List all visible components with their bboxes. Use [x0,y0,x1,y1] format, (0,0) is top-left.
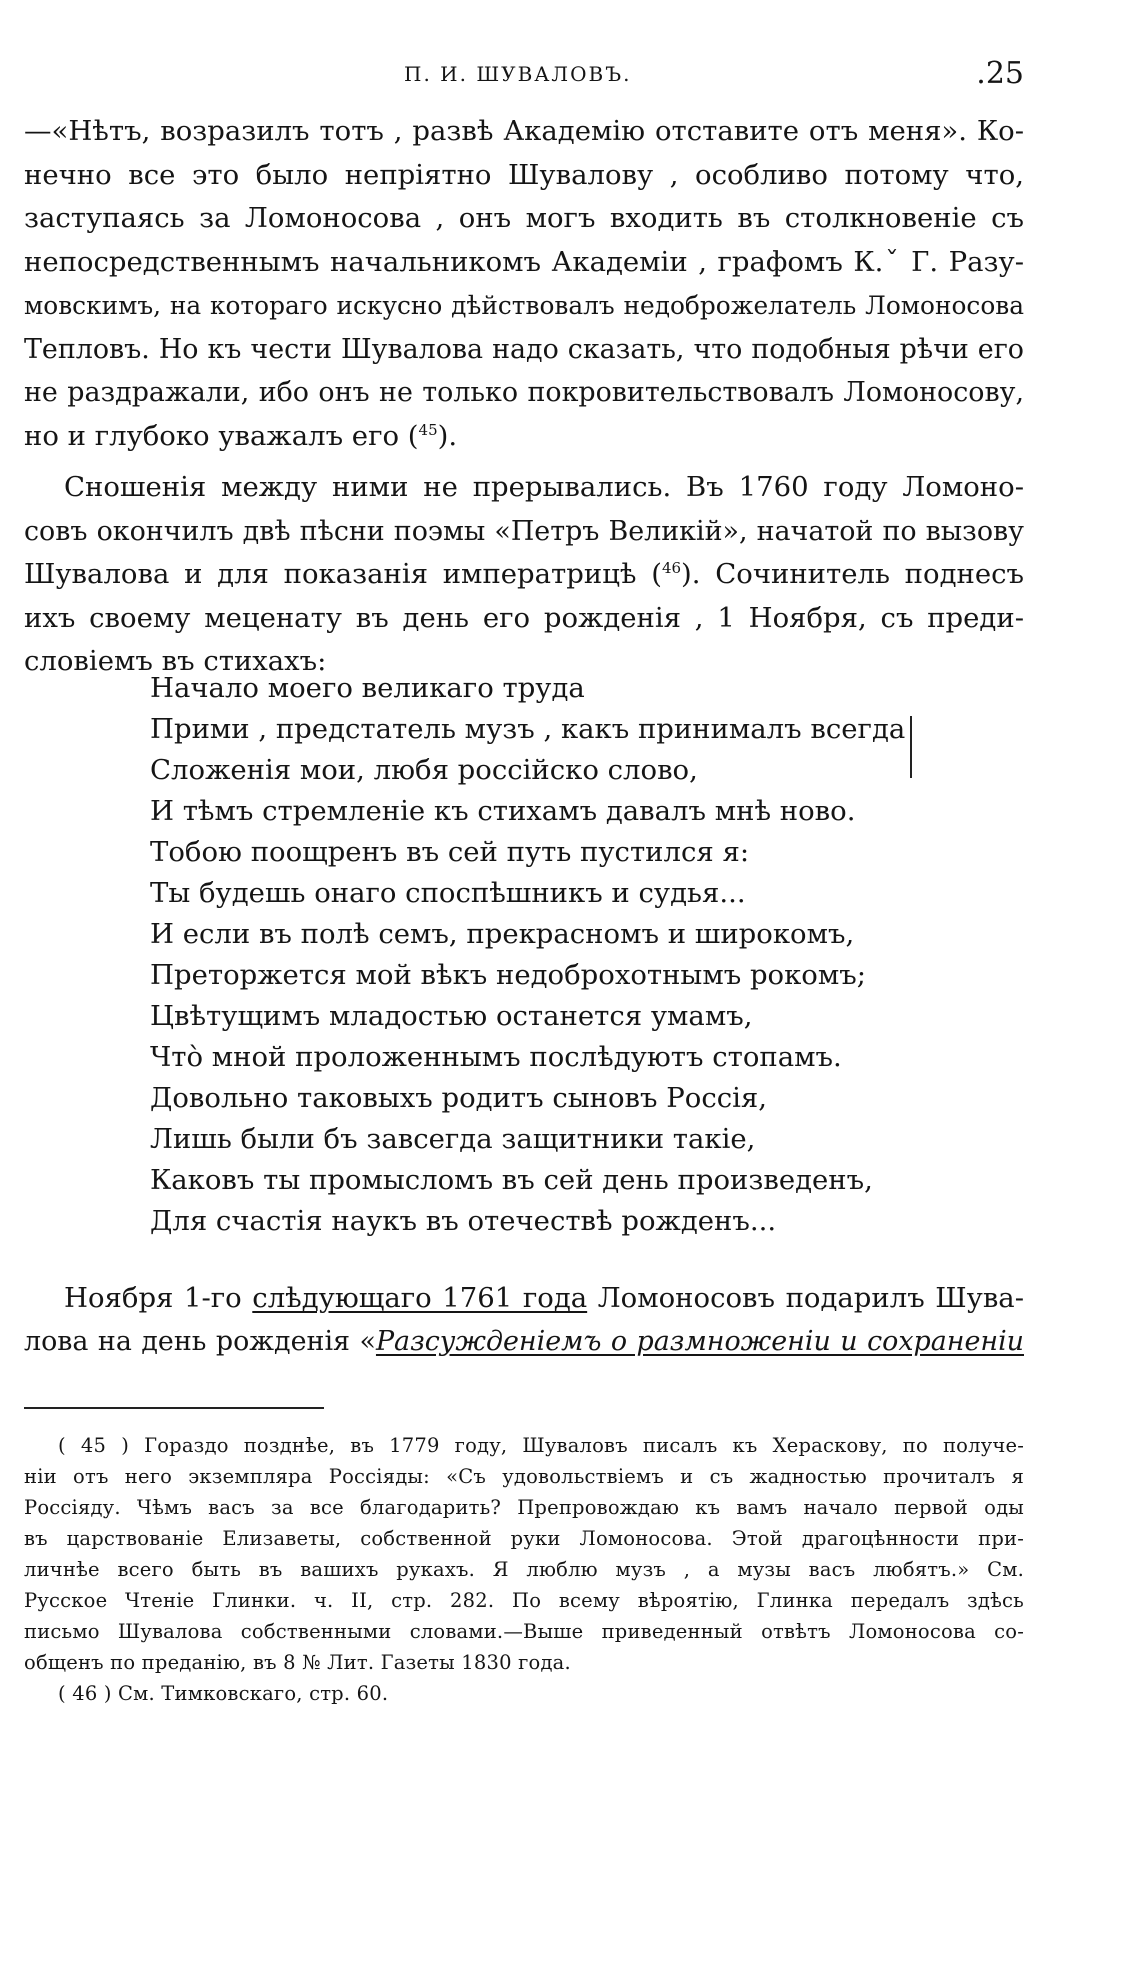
footnote-divider [24,1407,324,1409]
footnote-line: ( 45 ) Гораздо позднѣе, въ 1779 году, Шуваловъ писалъ къ Хераскову, по получе- [58,1434,1024,1457]
poem-line: Начало моего великаго труда [150,672,585,704]
footnote-line: Русское Чтеніе Глинки. ч. II, стр. 282. По всему вѣроятію, Глинка передалъ здѣсь [24,1589,1024,1612]
text-line: совъ окончилъ двѣ пѣсни поэмы «Петръ Великій», начатой по вызову [24,515,1024,547]
footnote-ref-45[interactable]: 45 [418,420,438,439]
footnote-ref-46[interactable]: 46 [661,558,682,577]
text-fragment: ). Сочинитель поднесъ [681,558,1024,590]
poem-line: Лишь были бъ завсегда защитники такіе, [150,1123,756,1155]
text-fragment: Ноября 1-го [64,1282,242,1314]
text-line: Тепловъ. Но къ чести Шувалова надо сказать, что подобныя рѣчи его [24,333,1024,365]
poem-line: Довольно таковыхъ родитъ сыновъ Россія, [150,1082,768,1114]
text-line: Сношенія между ними не прерывались. Въ 1760 году Ломоно- [64,471,1024,503]
poem-line: Каковъ ты промысломъ въ сей день произведенъ, [150,1164,873,1196]
text-line [24,553,1024,597]
text-fragment: ихъ [24,601,76,634]
poem-line: Для счастія наукъ въ отечествѣ рожденъ... [150,1205,777,1237]
main-text [24,110,1024,684]
text-line: —«Нѣтъ, возразилъ тотъ , развѣ Академію отставите отъ меня». Ко- [24,115,1024,147]
page-number: .25 [976,56,1024,91]
poem-line: Ты будешь онаго споспѣшникъ и судья... [150,877,746,909]
text-line [24,415,1024,459]
text-line: словіемъ въ стихахъ: [24,645,327,677]
text-fragment: своему меценату въ день его рожденія , 1 Ноября, съ преди- [89,601,1024,634]
running-title: П. И. ШУВАЛОВЪ. [404,62,632,86]
text-line [24,1320,1024,1364]
poem-line: Преторжется мой вѣкъ недоброхотнымъ рокомъ; [150,959,867,991]
text-line: не раздражали, ибо онъ не только покровительствовалъ Ломоносову, [24,377,1024,408]
pencil-bracket-mark [904,716,912,778]
footnote-line: ніи отъ него экземпляра Россіяды: «Съ удовольствіемъ и съ жадностью прочиталъ я [24,1465,1024,1488]
footnote-line: личнѣе всего быть въ вашихъ рукахъ. Я люблю музъ , а музы васъ любятъ.» См. [24,1558,1024,1581]
footnote-line: Россіяду. Чѣмъ васъ за все благодарить? Препровождаю къ вамъ начало первой оды [24,1496,1024,1519]
italic-title: Разсужденіемъ о размноженіи и сохраненіи [375,1326,1024,1357]
text-fragment: но и глубоко уважалъ его ( [24,419,419,452]
poem-line: И если въ полѣ семъ, прекрасномъ и широкомъ, [150,918,855,950]
page-header [24,56,1024,92]
text-line [24,597,1024,641]
text-line [24,1276,1024,1320]
text-line: непосредственнымъ начальникомъ Академіи , графомъ К.ˇ Г. Разу- [24,245,1024,278]
text-line: мовскимъ, на котораго искусно дѣйствовалъ недоброжелатель Ломоносова [24,291,1024,320]
poem-line: Прими , предстатель музъ , какъ принималъ всегда [150,713,906,745]
underlined-text: слѣдующаго 1761 года [252,1282,588,1314]
poem-line: Тобою поощренъ въ сей путь пустился я: [150,836,750,868]
footnote-line: въ царствованіе Елизаветы, собственной руки Ломоносова. Этой драгоцѣнности при- [24,1527,1024,1550]
poem [150,668,910,1242]
footnote-line: общенъ по преданію, въ 8 № Лит. Газеты 1830 года. [24,1651,571,1674]
text-fragment: лова на день рожденія « [24,1326,376,1357]
poem-line: Цвѣтущимъ младостью останется умамъ, [150,1000,753,1032]
footnotes [24,1430,1024,1709]
footnote-line: ( 46 ) См. Тимковскаго, стр. 60. [58,1682,389,1705]
footnote-line: письмо Шувалова собственными словами.—Выше приведенный отвѣтъ Ломоносова со- [24,1620,1024,1643]
poem-line: И тѣмъ стремленіе къ стихамъ давалъ мнѣ ново. [150,795,856,827]
closing-text [24,1276,1024,1364]
text-fragment: ). [437,419,458,452]
text-line: нечно все это было непріятно Шувалову , особливо потому что, [24,158,1024,191]
text-fragment: Ломоносовъ подарилъ Шува- [597,1282,1024,1314]
poem-line: Сложенія мои, любя россійско слово, [150,754,698,786]
text-fragment: Шувалова и для показанія императрицѣ ( [24,558,662,590]
text-line: заступаясь за Ломоносова , онъ могъ входить въ столкновеніе съ [24,202,1024,234]
poem-line: Что̀ мной проложеннымъ послѣдуютъ стопамъ. [150,1041,842,1073]
